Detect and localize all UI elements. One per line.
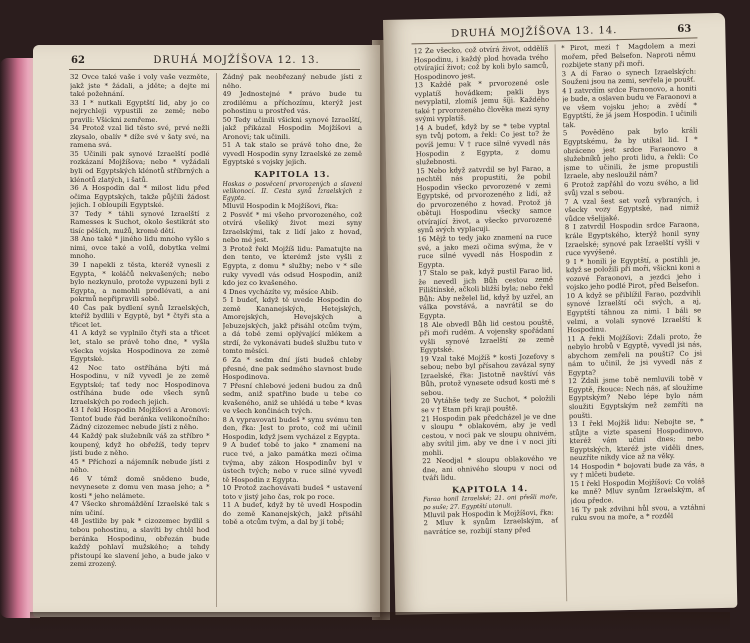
verse: 16 Mějž to tedy jako znamení na ruce své, a jako mezi očima svýma, že v ruce silné vyvedl nás Hospodin z Egypta.	[417, 232, 553, 269]
right-column-1	[414, 45, 560, 605]
verse: 9 A budeť tobě to jako * znamení na ruce tvé, a jako památka mezi očima tvýma, aby zákon Hospodinův byl v ústech tvých; nebo v ruce silné vyvedl tě Hospodin z Egypta.	[222, 441, 362, 484]
verse: 50 Tedy učinili všickni synové Izraelští, jakž přikázal Hospodin Mojžíšovi a Aronovi; tak učinili.	[222, 115, 362, 141]
verse: 14 Hospodin * bojovati bude za vás, a vy † mlčeti budete.	[569, 460, 705, 480]
verse: 4 Dnes vycházíte vy, měsíce Abib.	[222, 287, 339, 296]
verse: Žádný pak neobřezaný nebude jísti z něho.	[222, 73, 362, 90]
verse: 2 Mluv k synům Izraelským, ať navrátíce se, rozbijí stany před	[423, 516, 559, 537]
verse: 6 Protož zapřáhl do vozu svého, a lid svůj vzal s sebou.	[563, 178, 699, 198]
page-number: 62	[71, 55, 85, 66]
verse: 8 A vypravovati budeš * synu svému ten den, řka: Jest to proto, což mi učinil Hospodin, když jsem vycházel z Egypta.	[222, 415, 362, 441]
left-page-columns	[70, 73, 362, 607]
verse: 10 A když se přiblížil Farao, pozdvihli synové Izraelští oči svých, a aj, Egyptští táhnou za nimi. I báli se velmi, a volali synové Izraelští k Hospodinu.	[566, 289, 702, 335]
chapter-heading: KAPITOLA 13.	[254, 169, 331, 180]
verse: 41 A když se vyplnilo čtyři sta a třicet let, stalo se právě toho dne, * vyšla všecka vojska Hospodinova ze země Egyptské.	[70, 329, 210, 364]
verse: 51 A tak stalo se právě toho dne, že vyvedl Hospodin syny Izraelské ze země Egyptské s vojsky jejich.	[222, 141, 362, 167]
verse: 46 V témž domě snědeno bude, nevynesete z domu ven masa jeho; a * kosti * jeho nelámete.	[70, 474, 210, 500]
verse: 15 I řekl Hospodin Mojžíšovi: Co voláš ke mně? Mluv synům Izraelským, ať jdou předce.	[570, 477, 705, 506]
verse: 3 Protož řekl Mojžíš lidu: Pamatujte na den tento, ve kterémž jste vyšli z Egypta, z domu * služby; nebo v * síle ruky vyvedl vás odsud Hospodin, aniž kdo jez co kvašeného.	[222, 244, 362, 288]
verse: 14 A budeť, když by se * tebe vyptal syn tvůj potom, a řekl: Co jest to? že povíš jemu: V † ruce silné vyvedl nás Hospodin z Egypta, z domu služebnosti.	[415, 121, 551, 167]
verse: 35 Učinili pak synové Izraelští podlé rozkázaní Mojžíšova; nebo * vyžádali byli od Egyptských klénotů stříbrných a klénotů zlatých, i šatů.	[70, 149, 210, 184]
page-number: 63	[677, 23, 692, 35]
page-bottom-shadow	[30, 612, 730, 632]
running-title: DRUHÁ MOJŽÍŠOVA 13. 14.	[451, 25, 618, 40]
verse: 8 I zatvrdil Hospodin srdce Faraona, krále Egyptského, kterýž honil syny Izraelské; synové pak Izraelští vyšli v ruce vyvýšené.	[564, 220, 700, 258]
verse: 36 A Hospodin dal * milost lidu před očima Egyptských, takže půjčili žádost jejich. I obloupili Egyptské.	[70, 184, 210, 210]
verse: 48 Jestliže by pak * cizozemec bydlil s tebou pohostinu, a slavíti by chtěl hod beránka Hospodinu, obřezán bude každý pohlaví mužského; a tehdy přistoupí ke slavení jeho, a bude jako v zemi zrozený.	[70, 517, 210, 569]
verse: 47 Všecko shromáždění Izraelské tak s ním učiní.	[70, 500, 210, 517]
verse: 18 Ale obvedl Bůh lid cestou pouště, při moři rudém. A vojensky spořádaní vyšli synové Izraelští ze země Egyptské.	[419, 317, 555, 355]
verse: 20 Vytáhše tedy ze Suchot, * položili se v † Etam při kraji pouště.	[420, 394, 556, 415]
verse: Mluvil Hospodin k Mojžíšovi, řka:	[222, 202, 339, 211]
verse: 11 A budeť, když by tě uvedl Hospodin do země Kananejských, jakž přisáhl tobě a otcům tvým, a dal by jí tobě;	[222, 501, 362, 527]
verse: 42 Noc tato ostříhána býti má Hospodinu, v níž vyvedl je ze země Egyptské; tať tedy noc Hospodinova ostříhána bude ode všech synů Izraelských po rodech jejich.	[70, 363, 210, 406]
verse: 22 Neodjal * sloupu oblakového ve dne, ani ohnivého sloupu v noci od tváři lidu.	[422, 454, 557, 483]
verse: 17 Stalo se pak, když pustil Farao lid, že nevedl jich Bůh cestou země Filištínské, ačkoli bližší byla; nebo řekl Bůh: Aby neželel lid, když by uzřel, an válka povstává, a navrátil se do Egypta.	[418, 266, 554, 321]
column-divider	[216, 73, 217, 607]
verse: 16 Ty pak zdvihni hůl svou, a vztáhni ruku svou na moře, a * rozděl	[570, 502, 706, 523]
verse: 33 I * nutkali Egyptští lid, aby jo co nejrychleji vypustili ze země; nebo pravili: Všickni zemřeme.	[70, 98, 210, 124]
verse: 15 Nebo když zatvrdil se byl Farao, a nechtěl nás propustiti, že pobil Hospodin všecko prvorozené v zemi Egyptské, od prvorozeného z lidí, až do prvorozeného z hovad. Protož já obětuji Hospodinu všecky samce otvírající život, a všecko prvorozené synů svých vyplacuji.	[416, 164, 552, 235]
verse: 4 I zatvrdím srdce Faraonovo, a honiti je bude, a oslaven budu ve Faraonovi a ve všem vojsku jeho; a zvědí * Egyptští, že já jsem Hospodin. I učinili tak.	[561, 84, 698, 130]
verse: 10 Protož zachovávati budeš * ustavení toto v jistý jeho čas, rok po roce.	[222, 484, 362, 501]
verse: 13 I řekl Mojžíš lidu: Nebojte se, * stůjte a vizte spasení Hospodinovo, kteréž vám učiní dnes; nebo Egyptských, kteréž jste viděli dnes, neuzříte nikdy více až na věky.	[568, 417, 705, 463]
verse: 7 Přesní chlebové jedeni budou za dnů sedm, aniž spatřino bude u tebe co kvašeného, aniž se uhlédá u tebe * kvas ve všech končinách tvých.	[222, 381, 362, 416]
verse: 34 Protož vzal lid těsto své, prvé nežli zkysalo, obalív * díže své v šaty své, na ramena svá.	[70, 124, 210, 150]
verse: 21 Hospodin pak předcházel je ve dne v sloupu * oblakovém, aby je vedl cestou, v noci pak ve sloupu ohnivém, aby svítil jim, aby ve dne i v noci jíti mohli.	[421, 411, 557, 457]
verse: 5 Pověděno pak bylo králi Egyptskému, že by utíkal lid. I * obráceno jest srdce Faraonovo a služebníků jeho proti lidu, a řekli: Co jsme to učinili, že jsme propustili Izraele, aby nesloužil nám?	[562, 126, 699, 181]
verse: 13 Každé pak * prvorozené osle vyplatíš hovádkem; pakli bys nevyplatil, zlomíš jemu šíji. Každého také † prvorozeného člověka mezi syny svými vyplatíš.	[414, 78, 550, 124]
verse: * Pirot, mezi † Magdolem a mezi mořem, před Belsefon. Naproti němu rozbijete stany při moři.	[561, 41, 696, 70]
chapter-summary: Farao honil Izraelské; 21. oni přešli moře, po suše; 27. Egyptští utonuli.	[422, 493, 558, 511]
right-column-2	[561, 41, 707, 601]
right-page	[383, 13, 737, 615]
left-column-1	[70, 73, 210, 607]
chapter-summary: Hoskas o posvěcení prvorozených a slavení velikonocí. II. Cesta synů Izraelských z Egypta.	[222, 180, 362, 202]
verse: 39 I napekli z těsta, kteréž vynesli z Egypta, * koláčů nekvašených; nebo bylo nezkynulo, protože vypuzeni byli z Egypta, a nemohli prodlévati, a ani pokrmů nepřipravili sobě.	[70, 261, 210, 304]
verse: 2 Posvěť * mi všeho prvorozeného, což otvírá všeliký život mezi syny Izraelskými, tak z lidí jako z hovad, nebo mé jest.	[222, 210, 362, 245]
verse: 40 Čas pak bydlení synů Izraelských, kteříž bydlili v Egyptě, byl * čtyři sta a třicet let.	[70, 303, 210, 329]
verse: 11 A řekli Mojžíšovi: Zdali proto, že nebylo hrobů v Egyptě, vyvedl jsi nás, abychom zemřeli na poušti? Co jsi nám to učinil, že jsi vyvedl nás z Egypta?	[567, 331, 703, 377]
verse: 3 A dí Farao o synech Izraelských: Souženi jsou na zemi, sevřela je poušť.	[561, 67, 697, 87]
right-page-columns	[414, 41, 708, 604]
left-column-2	[223, 73, 363, 607]
left-page	[33, 45, 380, 617]
verse: 5 I budeť, když tě uvede Hospodin do země Kananejských, Hetejských, Amorejských, Hevejských a Jebuzejských, jakž přisáhl otcům tvým, a dá tobě zemi oplývající mlékem a strdí, že vykonávati budeš službu tuto v tomto měsíci.	[222, 296, 362, 356]
verse: 44 Každý pak služebník váš za stříbro * koupený, když ho obřežíš, tedy teprv jísti bude z něho.	[70, 431, 210, 458]
chapter-heading: KAPITOLA 14.	[451, 482, 529, 495]
verse: 12 Zdali jsme tobě nemluvili tobě v Egyptě, řkouce: Nech nás, ať sloužíme Egyptským? Nebo lépe bylo nám sloužiti Egyptským než zemříti na poušti.	[568, 374, 704, 420]
verse: 12 Že všecko, což otvírá život, oddělíš Hospodinu, i každý plod hovada tvého otvírající život; což by koli bylo samců, Hospodinovo jest.	[413, 44, 549, 81]
verse: 19 Vzal také Mojžíš * kosti Jozefovy s sebou; nebo byl přísahou zavázal syny Izraelské, řka: Jistotně navštíví vás Bůh, protož vynesete odsud kosti mé s sebou.	[420, 352, 556, 398]
verse: 37 Tedy * táhli synové Izraelští z Ramesses k Suchot, okolo šestikrát sto tisíc pěších, mužů, kromě dětí.	[70, 209, 210, 235]
verse: 49 Jednostejné * právo bude tu zrodilému a příchozímu, kterýž jest pohostinu u prostřed vás.	[222, 90, 362, 116]
verse: 45 * Příchozí a nájemník nebude jísti z něho.	[70, 457, 210, 475]
running-title: DRUHÁ MOJŽÍŠOVA 12. 13.	[153, 55, 320, 66]
header-rule	[69, 69, 360, 70]
verse: 38 Ano také * jiného lidu mnoho vyšlo s nimi, ovce také a volů, dobytka velmi mnoho.	[70, 235, 210, 261]
verse: 6 Za * sedm dní jísti budeš chleby přesné, dne pak sedmého slavnost bude Hospodinova.	[222, 356, 362, 382]
verse: 32 Ovce také vaše i voly vaše vezměte, jakž jste * žádali, a jděte; a dejte mi také požehnání.	[70, 73, 210, 99]
verse: Mluvil pak Hospodin k Mojžíšovi, řka:	[423, 508, 554, 520]
verse: 43 I řekl Hospodin Mojžíšovi a Aronovi: Tentoť bude řád beránka velikonočního: Žádný cizozemec nebude jísti z něho.	[70, 406, 210, 432]
verse: 7 A vzal šest set vozů vybraných, i všecky vozy Egyptské, nad nimiž vůdce všelijaké.	[564, 195, 700, 224]
verse: 9 I * honili je Egyptští, a postihli je, když se položili při moři, všickni koni a vozové Faraonovi, a jezdci jeho i vojsko jeho podlé Pirot, před Belsefon.	[565, 255, 701, 292]
